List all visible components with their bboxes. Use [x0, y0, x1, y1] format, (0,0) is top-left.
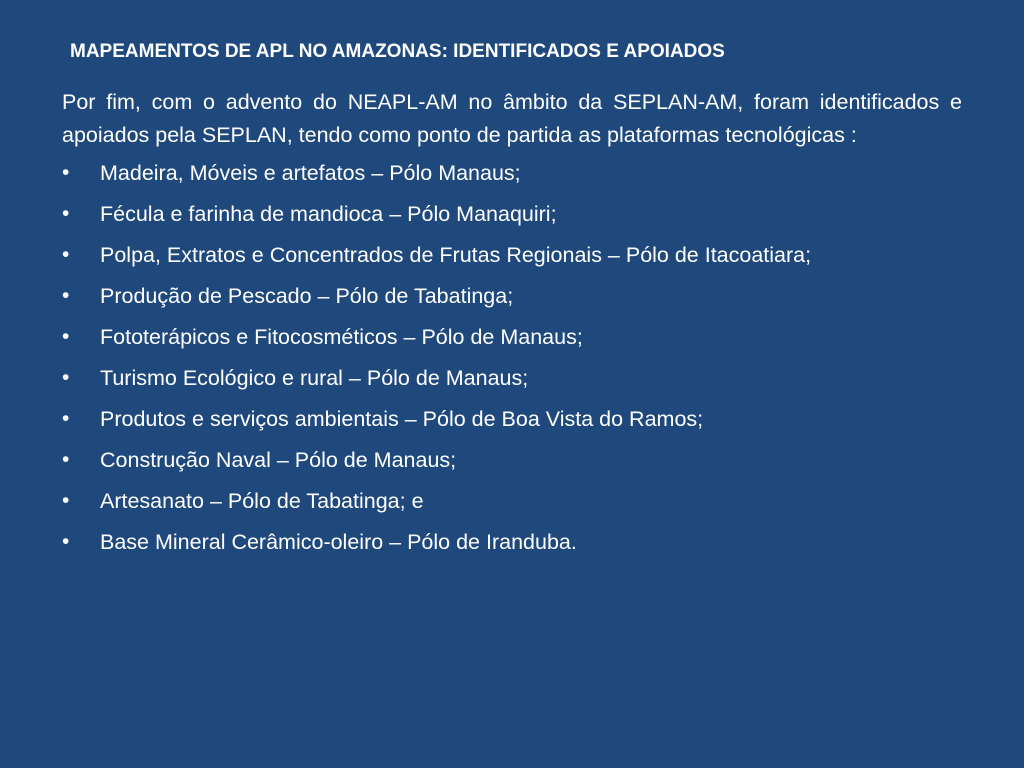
list-item-text: Fototerápicos e Fitocosméticos – Pólo de Manaus; [100, 325, 583, 349]
bullet-icon: • [62, 366, 70, 389]
bullet-icon: • [62, 243, 70, 266]
list-item-text: Fécula e farinha de mandioca – Pólo Manaquiri; [100, 202, 557, 226]
bullet-icon: • [62, 407, 70, 430]
list-item-text: Construção Naval – Pólo de Manaus; [100, 448, 457, 472]
list-item [62, 236, 962, 277]
bullet-icon: • [62, 325, 70, 348]
list-item-text: Turismo Ecológico e rural – Pólo de Manaus; [100, 366, 529, 390]
bullet-icon: • [62, 202, 70, 225]
intro-paragraph: Por fim, com o advento do NEAPL-AM no âmbito da SEPLAN-AM, foram identificados e apoiados pela SEPLAN, tendo como ponto de partida as plataformas tecnológicas : [62, 90, 962, 147]
list-item [62, 441, 962, 482]
list-item [62, 359, 962, 400]
list-item [62, 195, 962, 236]
list-item-text: Polpa, Extratos e Concentrados de Frutas Regionais – Pólo de Itacoatiara; [100, 243, 812, 267]
list-item [62, 318, 962, 359]
list-item [62, 154, 962, 195]
list-item-text: Produtos e serviços ambientais – Pólo de Boa Vista do Ramos; [100, 407, 704, 431]
list-item [62, 400, 962, 441]
list-item [62, 523, 962, 564]
list-item-text: Produção de Pescado – Pólo de Tabatinga; [100, 284, 514, 308]
list-item-text: Madeira, Móveis e artefatos – Pólo Manaus; [100, 161, 521, 185]
list-item [62, 277, 962, 318]
bullet-icon: • [62, 530, 70, 553]
list-item-text: Artesanato – Pólo de Tabatinga; e [100, 489, 424, 513]
slide-title: MAPEAMENTOS DE APL NO AMAZONAS: IDENTIFICADOS E APOIADOS [70, 41, 725, 62]
bullet-icon: • [62, 448, 70, 471]
bullet-icon: • [62, 161, 70, 184]
list-item-text: Base Mineral Cerâmico-oleiro – Pólo de Iranduba. [100, 530, 577, 554]
bullet-icon: • [62, 489, 70, 512]
bullet-list [62, 154, 962, 564]
slide-body [62, 86, 962, 564]
bullet-icon: • [62, 284, 70, 307]
list-item [62, 482, 962, 523]
